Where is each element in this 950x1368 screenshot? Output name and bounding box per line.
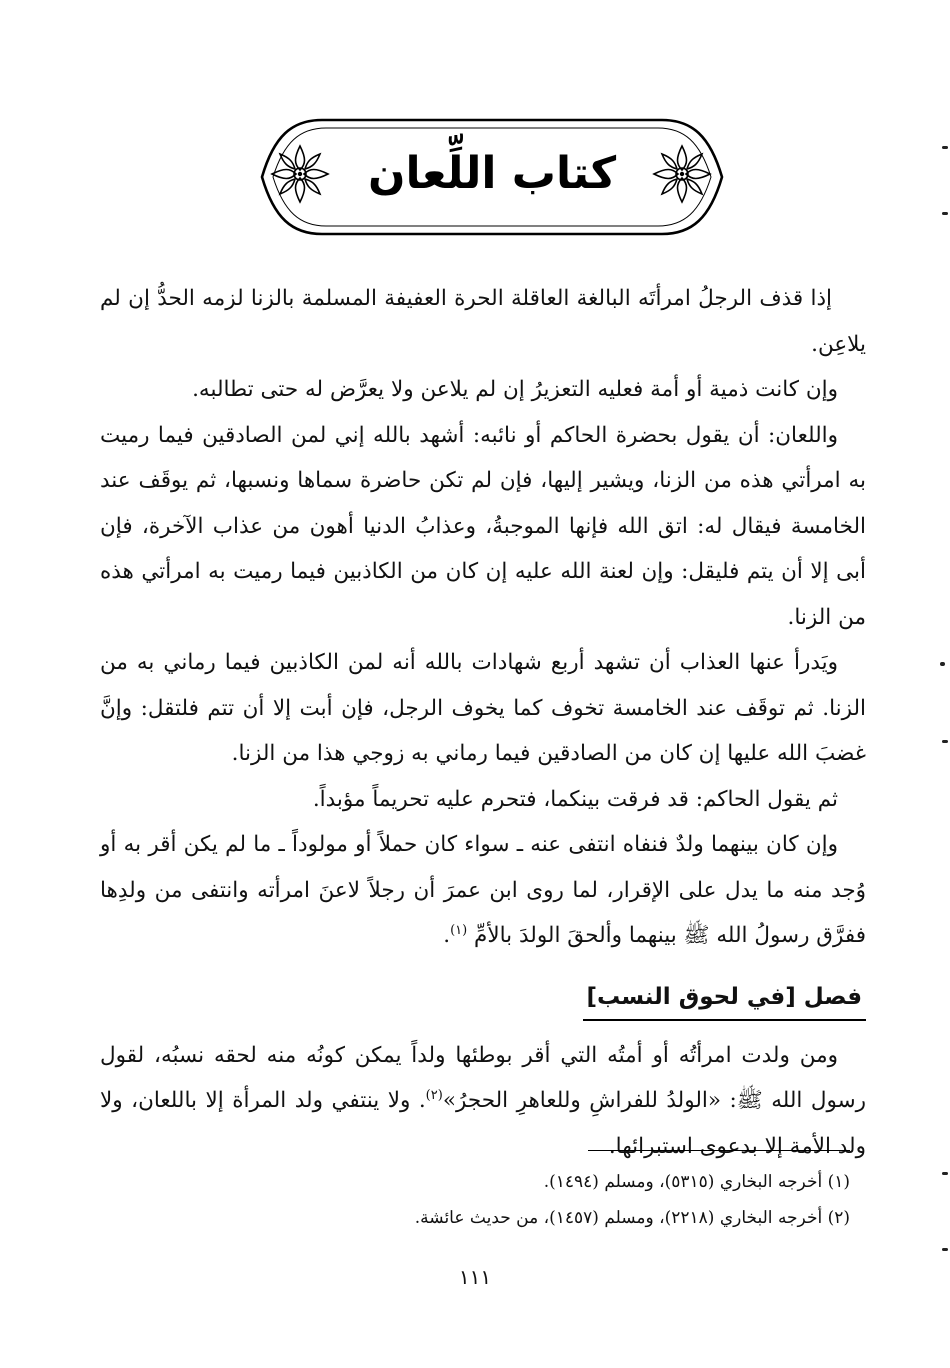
scan-mark (942, 1248, 948, 1251)
paragraph-end-mark: . (443, 923, 451, 948)
chapter-title: كتاب اللِّعان (367, 148, 617, 199)
paragraph-child-denial-text: وإن كان بينهما ولدٌ فنفاه انتفى عنه ـ سواء كان حملاً أو مولوداً ـ ما لم يكن أقر به أو وُجد منه ما يدل على الإقرار، لما روى ابن عمرَ أن رجلاً لاعنَ امرأته وانتفى من ولدِها ففرَّق رسولُ الله ﷺ بينهما وألحقَ الولدَ بالأمِّ (100, 832, 866, 948)
footnote-ref-1[interactable]: (١) (450, 922, 468, 938)
scan-mark (942, 146, 948, 149)
footnotes (90, 1164, 850, 1236)
flower-ornament-icon (650, 142, 714, 206)
paragraph-lian-definition: واللعان: أن يقول بحضرة الحاكم أو نائبه: أشهد بالله إني لمن الصادقين فيما رميت به امرأتي هذه من الزنا، ويشير إليها، فإن لم تكن حاضرة سماها ونسبها، ثم يوقَف عند الخامسة فيقال له: اتق الله فإنها الموجبةُ، وعذابُ الدنيا أهون من عذاب الآخرة، فإن أبى إلا أن يتم فليقل: وإن لعنة الله عليه إن كان من الكاذبين فيما رميت به امرأتي هذه من الزنا. (100, 422, 866, 630)
footnote-2: (٢) أخرجه البخاري (٢٢١٨)، ومسلم (١٤٥٧)، من حديث عائشة. (414, 1208, 850, 1228)
scan-mark (942, 740, 948, 743)
paragraph-child-denial (100, 822, 866, 959)
footnote-separator (588, 1150, 850, 1151)
section-heading-text: فصل [في لحوق النسب] (583, 977, 866, 1021)
section-heading (100, 977, 866, 1021)
scan-mark (942, 1172, 948, 1175)
scan-mark (940, 662, 945, 666)
paragraph-wife-testimony: ويَدرأ عنها العذاب أن تشهد أربع شهادات بالله أنه لمن الكاذبين فيما رماني به من الزنا. ثم توقَف عند الخامسة تخوف كما يخوف الرجل، فإن أبت إلا أن تتم فلتقل: وإنَّ غضبَ الله عليها إن كان من الصادقين فيما رماني به زوجي هذا من الزنا. (100, 650, 866, 766)
paragraph-lineage-text-after: . ولا ينتفي ولد المرأة إلا باللعان، ولا ولد الأمة إلا بدعوى استبرائها. (100, 1088, 866, 1159)
footnote-ref-2[interactable]: (٢) (425, 1087, 443, 1103)
paragraph-lineage-text-before: ومن ولدت امرأتُه أو أمتُه التي أقر بوطئها ولداً يمكن كونُه منه لحقه نسبُه، لقول رسول الله ﷺ: «الولدُ للفراشِ وللعاهرِ الحجرُ» (100, 1042, 866, 1113)
paragraph-dhimmiyya: وإن كانت ذمية أو أمة فعليه التعزيرُ إن لم يلاعن ولا يعرَّض له حتى تطالبه. (192, 377, 838, 402)
page-number: ١١١ (458, 1265, 492, 1289)
scan-mark (942, 212, 948, 215)
chapter-header (252, 114, 732, 240)
paragraph-separation: ثم يقول الحاكم: قد فرقت بينكما، فتحرم عليه تحريماً مؤبداً. (312, 786, 838, 812)
footnote-1: (١) أخرجه البخاري (٥٣١٥)، ومسلم (١٤٩٤). (543, 1172, 850, 1192)
paragraph-lineage (100, 1033, 866, 1170)
main-text (100, 276, 866, 1169)
paragraph-qadhf: إذا قذف الرجلُ امرأتَه البالغة العاقلة الحرة العفيفة المسلمة بالزنا لزمه الحدُّ إن لم يلاعِن. (100, 286, 866, 357)
